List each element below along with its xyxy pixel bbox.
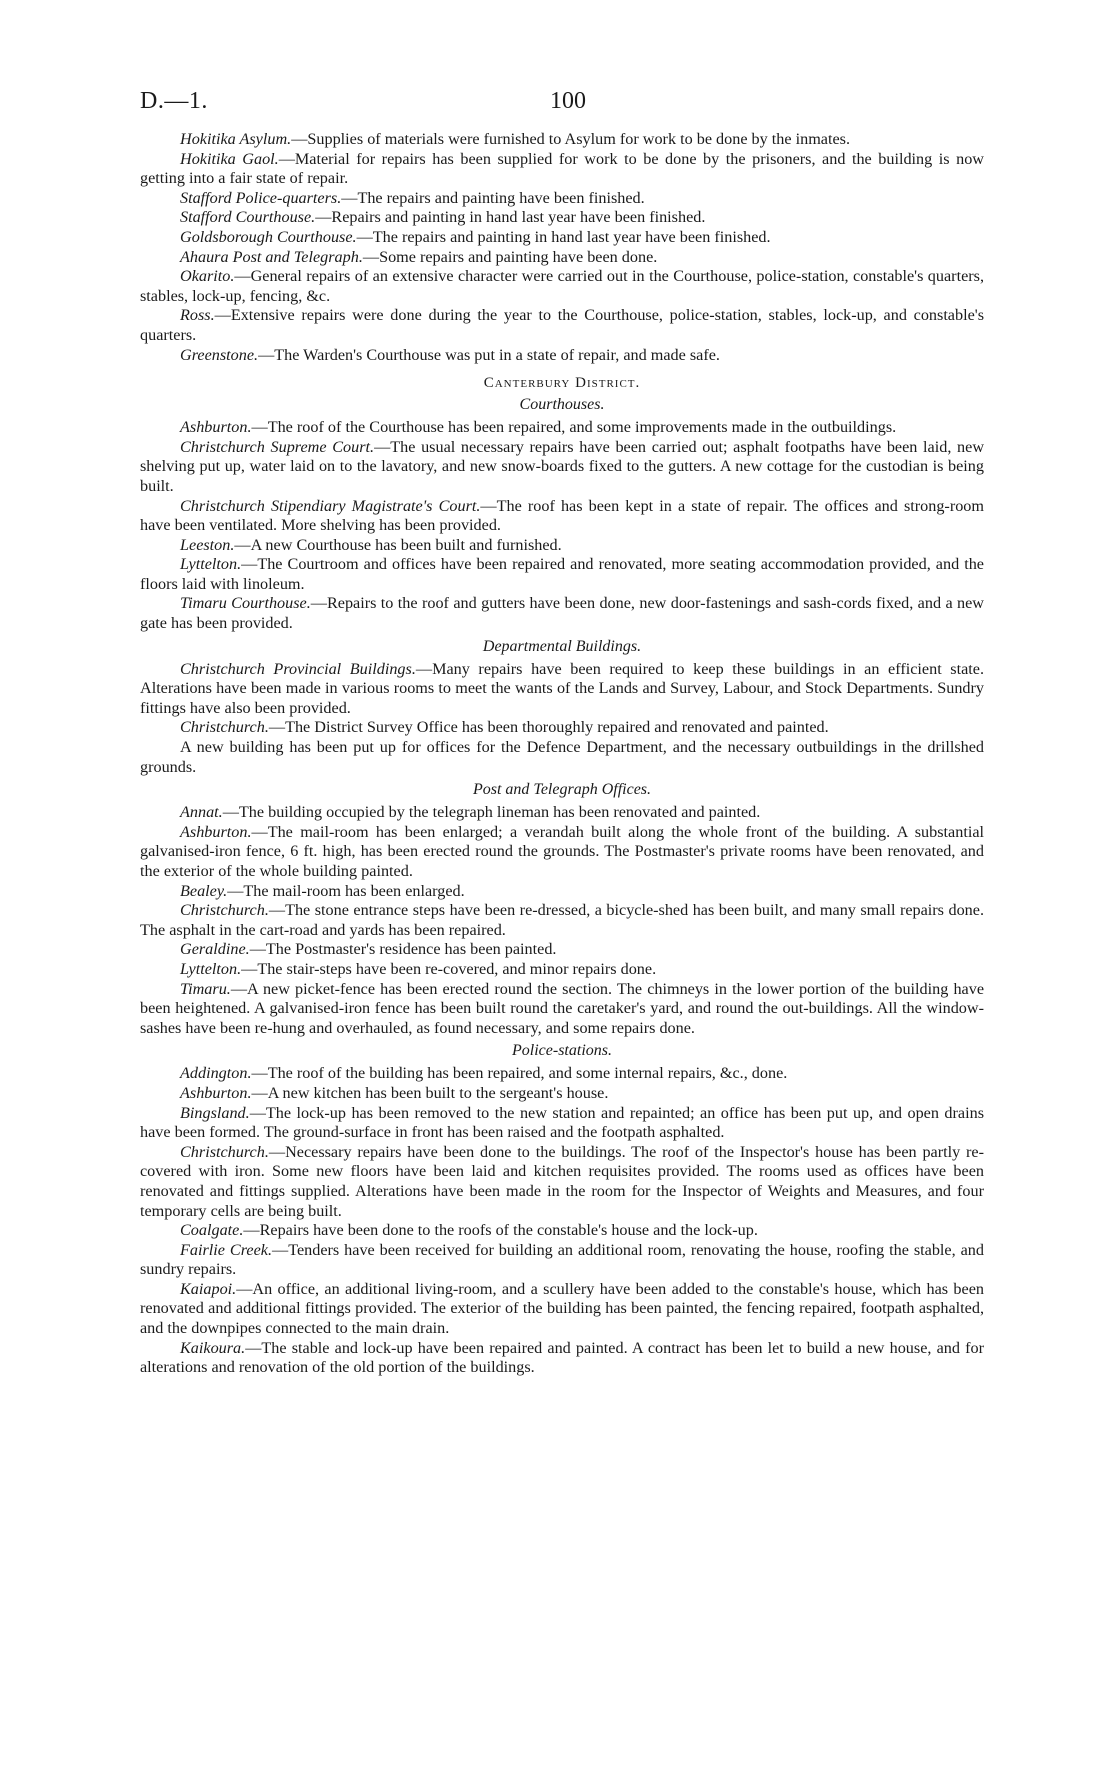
entry-paragraph: Stafford Police-quarters.—The repairs and painting have been finished. — [180, 188, 645, 207]
entry-paragraph: Bealey.—The mail-room has been enlarged. — [180, 881, 465, 900]
page-header — [140, 88, 984, 124]
entry-paragraph: Hokitika Asylum.—Supplies of materials were furnished to Asylum for work to be done by the inmates. — [180, 130, 851, 148]
entry-paragraph: Lyttelton.—The stair-steps have been re-covered, and minor repairs done. — [180, 959, 657, 978]
page-number: 100 — [550, 88, 586, 114]
entry-paragraph: Ashburton.—A new kitchen has been built to the sergeant's house. — [180, 1083, 609, 1102]
section-heading-post-telegraph: Post and Telegraph Offices. — [472, 781, 652, 799]
entry-paragraph: Christchurch.—Necessary repairs have been done to the buildings. The roof of the Inspector's house has been partly re-covered with iron. Some new floors have been laid and kitchen requisites provided. The rooms used as offices have been renovated and fittings supplied. Alterations have been made in the room for the Inspector of Weights and Measures, and four temporary cells are being built. — [140, 1142, 984, 1220]
entry-paragraph: Coalgate.—Repairs have been done to the roofs of the constable's house and the lock-up. — [180, 1221, 758, 1240]
entry-paragraph: Annat.—The building occupied by the telegraph lineman has been renovated and painted. — [180, 803, 761, 822]
entry-paragraph: Christchurch.—The District Survey Office has been thoroughly repaired and renovated and painted. — [180, 718, 829, 737]
entry-paragraph: Fairlie Creek.—Tenders have been received for building an additional room, renovating the house, roofing the stable, and sundry repairs. — [140, 1240, 984, 1279]
entry-paragraph: Ashburton.—The roof of the Courthouse has been repaired, and some improvements made in the outbuildings. — [180, 418, 897, 437]
entry-paragraph: Christchurch Provincial Buildings.—Many repairs have been required to keep these buildings in an efficient state. Alterations have been made in various rooms to meet the wants of the Lands and Survey, Labour, and Stock Departments. Sundry fittings have also been provided. — [140, 659, 984, 717]
document-reference: D.—1. — [140, 88, 208, 114]
entry-paragraph: Addington.—The roof of the building has been repaired, and some internal repairs, &c., done. — [180, 1064, 788, 1083]
district-heading: Canterbury District. — [483, 375, 641, 392]
entry-paragraph: Bingsland.—The lock-up has been removed to the new station and repainted; an office has been put up, and open drains have been formed. The ground-surface in front has been raised and the footpath asphalted. — [140, 1103, 984, 1142]
entry-paragraph: Christchurch Supreme Court.—The usual necessary repairs have been carried out; asphalt footpaths have been laid, new shelving put up, water laid on to the lavatory, and new snow-boards fixed to the gutters. A new cottage for the custodian is being built. — [140, 437, 985, 495]
entry-paragraph: Goldsborough Courthouse.—The repairs and painting in hand last year have been finished. — [180, 227, 771, 246]
entry-paragraph: Hokitika Gaol.—Material for repairs has been supplied for work to be done by the prisoners, and the building is now getting into a fair state of repair. — [140, 149, 984, 188]
departmental-section — [140, 660, 984, 778]
entry-paragraph: Geraldine.—The Postmaster's residence has been painted. — [180, 940, 557, 959]
section-heading-courthouses: Courthouses. — [519, 396, 605, 414]
section-heading-departmental: Departmental Buildings. — [482, 637, 642, 655]
entry-paragraph: Christchurch.—The stone entrance steps have been re-dressed, a bicycle-shed has been built, and many small repairs done. The asphalt in the cart-road and yards has been repaired. — [140, 901, 984, 939]
entry-paragraph: Greenstone.—The Warden's Courthouse was put in a state of repair, and made safe. — [180, 345, 720, 364]
entry-paragraph: Stafford Courthouse.—Repairs and painting in hand last year have been finished. — [180, 208, 706, 227]
section-heading-police: Police-stations. — [512, 1042, 612, 1060]
courthouses-section — [140, 418, 984, 634]
entry-paragraph: Timaru Courthouse.—Repairs to the roof and gutters have been done, new door-fastenings and sash-cords fixed, and a new gate has been provided. — [140, 594, 984, 633]
entry-paragraph: Okarito.—General repairs of an extensive character were carried out in the Courthouse, police-station, constable's quarters, stables, lock-up, fencing, &c. — [140, 267, 984, 305]
entry-paragraph: Kaikoura.—The stable and lock-up have been repaired and painted. A contract has been let to build a new house, and for alterations and renovation of the old portion of the buildings. — [140, 1338, 984, 1377]
entry-paragraph: Timaru.—A new picket-fence has been erected round the section. The chimneys in the lower portion of the building have been heightened. A galvanised-iron fence has been built round the caretaker's yard, and round the out-buildings. All the window-sashes have been re-hung and overhauled, as found necessary, and some repairs done. — [140, 979, 984, 1037]
entry-paragraph: Ahaura Post and Telegraph.—Some repairs and painting have been done. — [180, 247, 658, 266]
entry-paragraph: Christchurch Stipendiary Magistrate's Court.—The roof has been kept in a state of repair. The offices and strong-room have been ventilated. More shelving has been provided. — [140, 496, 984, 535]
entry-paragraph: Ross.—Extensive repairs were done during the year to the Courthouse, police-station, stables, lock-up, and constable's quarters. — [140, 306, 984, 344]
police-section — [140, 1064, 984, 1378]
post-telegraph-section — [140, 803, 984, 1038]
entry-paragraph: Kaiapoi.—An office, an additional living-room, and a scullery have been added to the constable's house, which has been renovated and additional fittings provided. The exterior of the building has been painted, the fencing repaired, footpath asphalted, and the downpipes connected to the main drain. — [140, 1279, 984, 1338]
entry-paragraph: Ashburton.—The mail-room has been enlarged; a verandah built along the whole front of the building. A substantial galvanised-iron fence, 6 ft. high, has been erected round the grounds. The Postmaster's private rooms have been renovated, and the exterior of the whole building painted. — [140, 822, 984, 880]
entry-paragraph: Leeston.—A new Courthouse has been built and furnished. — [180, 535, 562, 554]
entry-paragraph: Lyttelton.—The Courtroom and offices have been repaired and renovated, more seating accommodation provided, and the floors laid with linoleum. — [140, 555, 984, 593]
entry-paragraph: A new building has been put up for offices for the Defence Department, and the necessary outbuildings in the drillshed grounds. — [140, 738, 984, 776]
westland-section — [140, 130, 984, 365]
